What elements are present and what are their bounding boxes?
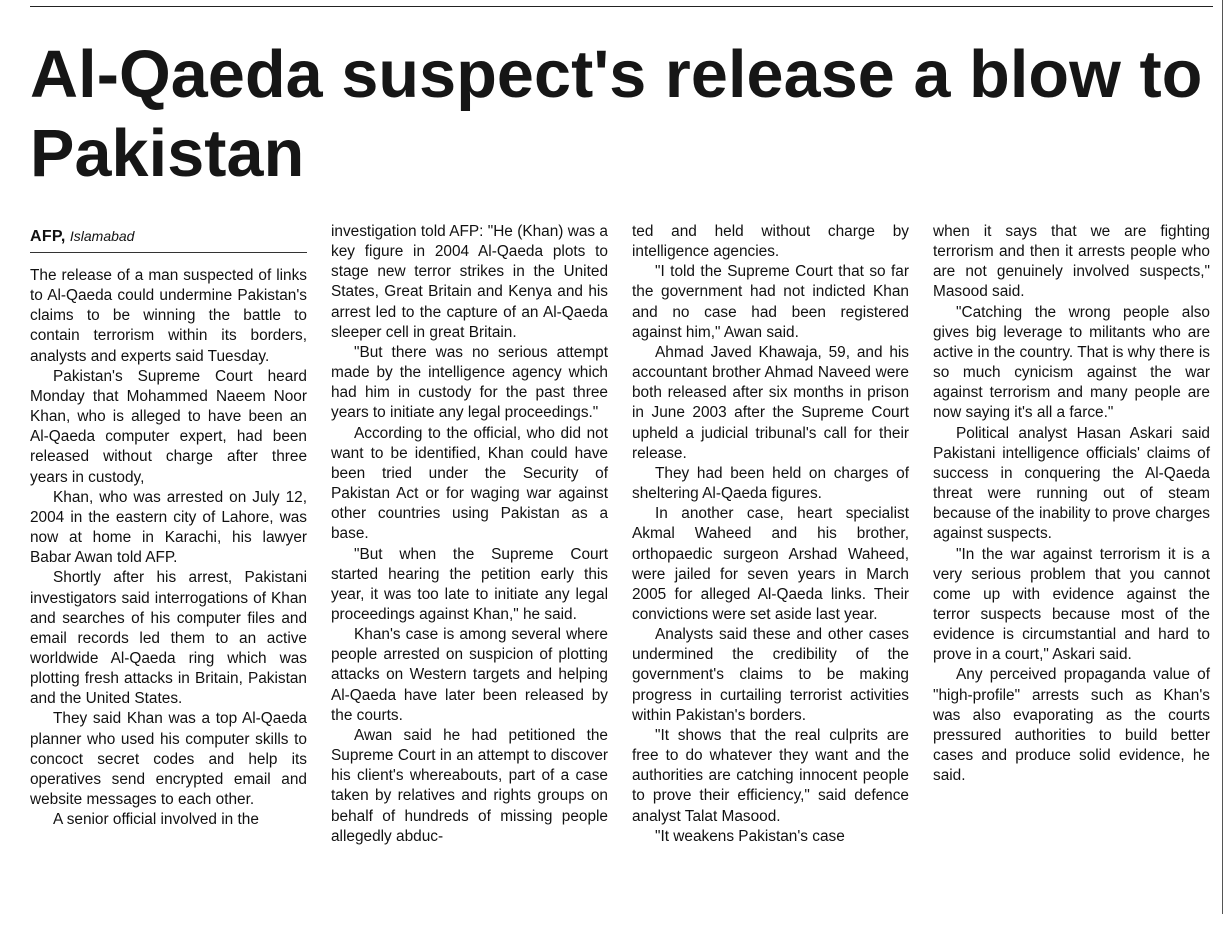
paragraph: Ahmad Javed Khawaja, 59, and his accountant brother Ahmad Naveed were both released after six months in prison in June 2003 after the Supreme Court upheld a judicial tribunal's call for their release. <box>632 343 909 462</box>
article-column-2 <box>331 222 608 847</box>
paragraph: The release of a man suspected of links to Al-Qaeda could undermine Pakistan's claims to be winning the battle to contain terrorism within its borders, analysts and experts said Tuesday. <box>30 267 307 365</box>
paragraph: In another case, heart specialist Akmal Waheed and his brother, orthopaedic surgeon Arshad Waheed, were jailed for seven years in March 2005 for alleged Al-Qaeda links. Their convictions were set aside last year. <box>632 505 909 623</box>
paragraph: Awan said he had petitioned the Supreme Court in an attempt to discover his client's whereabouts, part of a case taken by relatives and rights groups on behalf of hundreds of missing people allegedly abduc- <box>331 726 608 845</box>
column-edge-rule <box>1222 0 1223 914</box>
paragraph: Political analyst Hasan Askari said Pakistani intelligence officials' claims of success in conquering the Al-Qaeda threat were running out of steam because of the inability to prove charges against suspects. <box>933 424 1210 543</box>
top-rule <box>30 6 1213 7</box>
article-column-4 <box>933 222 1210 786</box>
paragraph: Shortly after his arrest, Pakistani investigators said interrogations of Khan and searches of his computer files and email records led them to an active worldwide Al-Qaeda ring which was plotting fresh attacks in Britain, Pakistan and the United States. <box>30 569 307 708</box>
paragraph: "Catching the wrong people also gives big leverage to militants who are active in the country. That is why there is so much cynicism against the war against terrorism and many people are now saying it's all a farce." <box>933 303 1210 422</box>
paragraph: Khan's case is among several where people arrested on suspicion of plotting attacks on Western targets and helping Al-Qaeda have later been released by the courts. <box>331 626 608 724</box>
paragraph: investigation told AFP: "He (Khan) was a key figure in 2004 Al-Qaeda plots to stage new terror strikes in the United States, Great Britain and Kenya and his arrest led to the capture of an Al-Qaeda sleeper cell in great Britain. <box>331 223 608 341</box>
paragraph: "But when the Supreme Court started hearing the petition early this year, it was too late to initiate any legal proceedings against Khan," he said. <box>331 545 608 623</box>
paragraph: Khan, who was arrested on July 12, 2004 in the eastern city of Lahore, was now at home in Karachi, his lawyer Babar Awan told AFP. <box>30 488 307 567</box>
paragraph: Pakistan's Supreme Court heard Monday that Mohammed Naeem Noor Khan, who is alleged to have been an Al-Qaeda computer expert, had been released without charge after three years in custody, <box>30 367 307 486</box>
byline <box>30 222 307 253</box>
paragraph: They said Khan was a top Al-Qaeda planner who used his computer skills to concoct secret codes and help its operatives send encrypted email and website messages to each other. <box>30 710 307 809</box>
paragraph: According to the official, who did not want to be identified, Khan could have been tried under the Security of Pakistan Act or for waging war against other countries using Pakistan as a base. <box>331 424 608 543</box>
paragraph: Analysts said these and other cases undermined the credibility of the government's claims to be making progress in curtailing terrorist activities within Pakistan's borders. <box>632 626 909 724</box>
paragraph: A senior official involved in the <box>53 811 259 829</box>
headline: Al-Qaeda suspect's release a blow to Pakistan <box>30 38 1203 191</box>
paragraph: "It weakens Pakistan's case <box>655 827 845 845</box>
byline-place: Islamabad <box>69 228 135 244</box>
article-column-1 <box>30 222 307 830</box>
article-column-3 <box>632 222 909 847</box>
paragraph: "But there was no serious attempt made by the intelligence agency which had him in custody for the past three years to initiate any legal proceedings." <box>331 343 608 422</box>
paragraph: They had been held on charges of sheltering Al-Qaeda figures. <box>632 464 909 503</box>
paragraph: ted and held without charge by intelligence agencies. <box>632 223 909 261</box>
paragraph: "In the war against terrorism it is a very serious problem that you cannot come up with evidence against the terror suspects because most of the evidence is circumstantial and hard to prove in a court," Askari said. <box>933 545 1210 664</box>
paragraph: "It shows that the real culprits are free to do whatever they want and the authorities are catching innocent people to prove their efficiency," said defence analyst Talat Masood. <box>632 726 909 825</box>
paragraph: "I told the Supreme Court that so far the government had not indicted Khan and no case had been registered against him," Awan said. <box>632 263 909 341</box>
paragraph: Any perceived propaganda value of "high-profile" arrests such as Khan's was also evaporating as the courts pressured authorities to build better cases and produce solid evidence, he said. <box>933 666 1210 785</box>
byline-agency: AFP, <box>30 228 66 245</box>
paragraph: when it says that we are fighting terrorism and then it arrests people who are not genuinely involved suspects," Masood said. <box>933 223 1210 301</box>
